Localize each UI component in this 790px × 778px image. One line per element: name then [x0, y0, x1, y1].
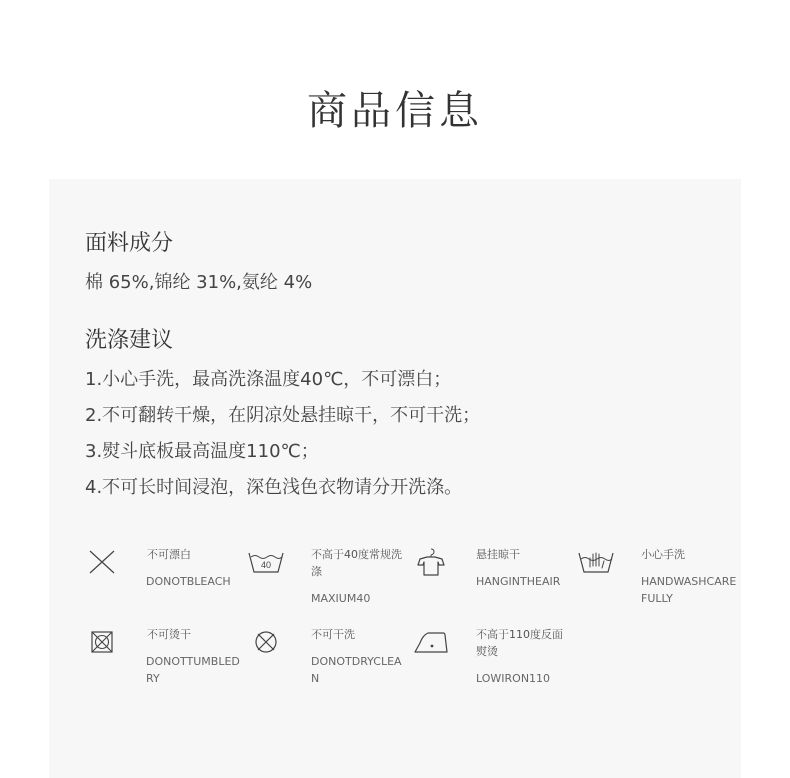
care-en-hand-wash: HANDWASHCAREFULLY — [641, 575, 737, 605]
wash-40-label: 40 — [260, 560, 272, 570]
do-not-bleach-icon — [83, 545, 121, 579]
care-cn-hang-dry: 悬挂晾干 — [476, 548, 520, 561]
fabric-composition: 棉 65%,锦纶 31%,氨纶 4% — [85, 272, 313, 293]
wash-40-icon — [247, 545, 285, 579]
care-cn-do-not-dry-clean: 不可干洗 — [311, 628, 355, 641]
care-en-do-not-dry-clean: DONOTDRYCLEAN — [311, 655, 402, 685]
product-info-panel — [49, 179, 741, 778]
washing-line-1: 1.小心手洗，最高洗涤温度40℃，不可漂白； — [85, 369, 452, 390]
care-en-do-not-bleach: DONOTBLEACH — [146, 575, 231, 588]
care-en-wash-40: MAXIUM40 — [311, 592, 371, 605]
low-iron-icon — [412, 625, 450, 659]
washing-line-3: 3.熨斗底板最高温度110℃； — [85, 441, 319, 462]
washing-line-4: 4.不可长时间浸泡，深色浅色衣物请分开洗涤。 — [85, 477, 463, 498]
hand-wash-icon — [577, 545, 615, 579]
do-not-tumble-dry-icon — [83, 625, 121, 659]
page-title: 商品信息 — [307, 88, 483, 134]
care-en-do-not-tumble-dry: DONOTTUMBLEDRY — [146, 655, 240, 685]
care-cn-do-not-tumble-dry: 不可烫干 — [147, 628, 191, 641]
fabric-heading: 面料成分 — [85, 231, 174, 256]
care-cn-hand-wash: 小心手洗 — [641, 548, 685, 561]
hang-dry-icon — [412, 545, 450, 579]
care-en-low-iron: LOWIRON110 — [476, 672, 551, 685]
care-en-hang-dry: HANGINTHEAIR — [476, 575, 561, 588]
care-cn-wash-40: 不高于40度常规洗涤 — [311, 548, 402, 578]
washing-heading: 洗涤建议 — [85, 328, 174, 353]
do-not-dry-clean-icon — [247, 625, 285, 659]
care-cn-do-not-bleach: 不可漂白 — [147, 548, 191, 561]
care-cn-low-iron: 不高于110度反面熨烫 — [476, 628, 563, 658]
washing-line-2: 2.不可翻转干燥，在阴凉处悬挂晾干，不可干洗； — [85, 405, 481, 426]
